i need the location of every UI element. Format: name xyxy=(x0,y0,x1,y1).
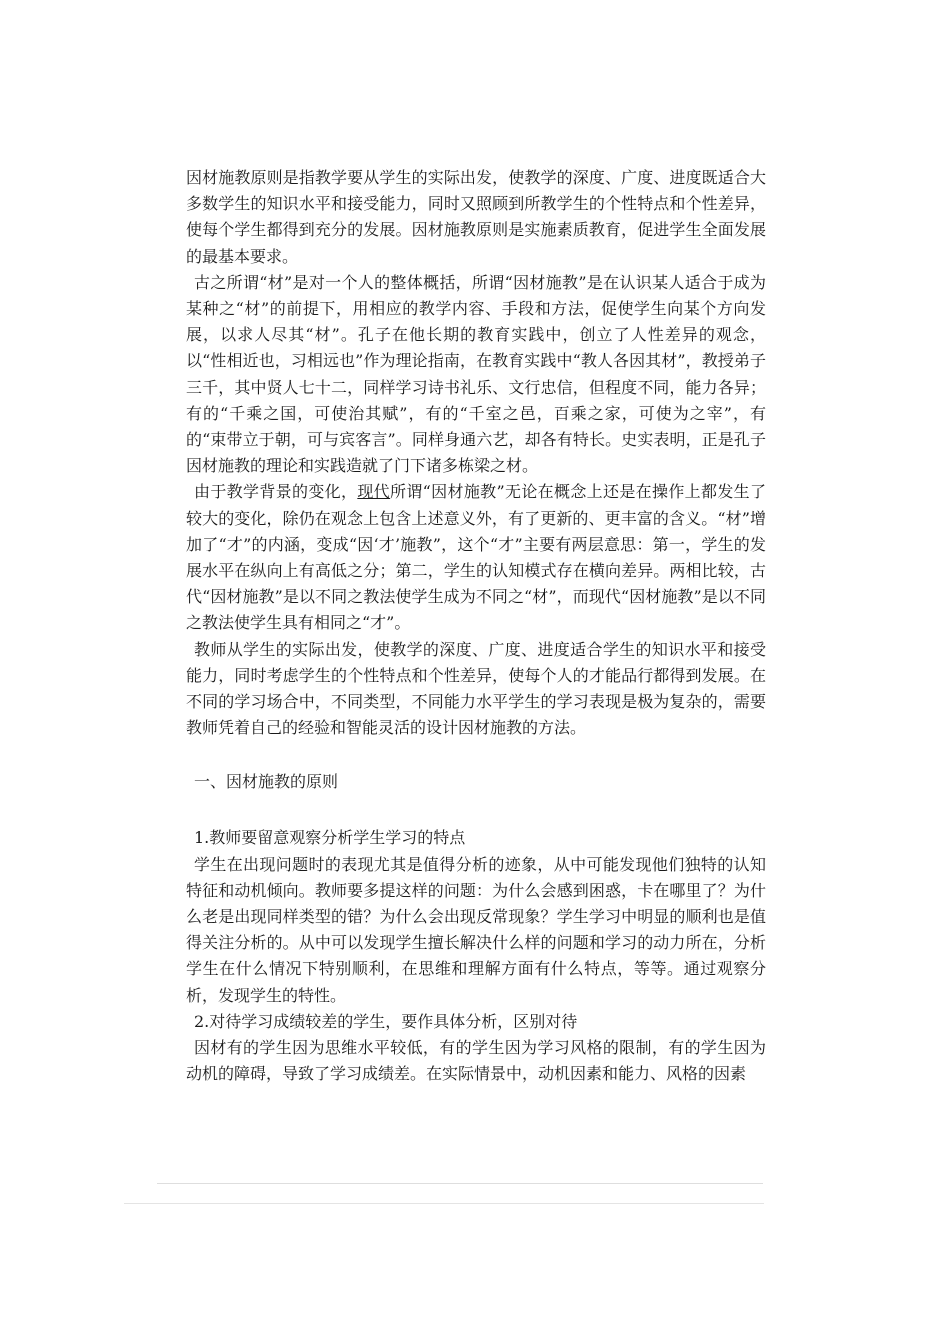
page-divider-line-lower xyxy=(124,1203,764,1204)
point-2-body: 因材有的学生因为思维水平较低，有的学生因为学习风格的限制，有的学生因为动机的障碍，导致了学习成绩差。在实际情景中，动机因素和能力、风格的因素 xyxy=(186,1038,766,1084)
intro-paragraph: 因材施教原则是指教学要从学生的实际出发，使教学的深度、广度、进度既适合大多数学生的知识水平和接受能力，同时又照顾到所教学生的个性特点和个性差异，使每个学生都得到充分的发展。因材施教原则是实施素质教育，促进学生全面发展的最基本要求。 xyxy=(186,168,766,266)
section-heading: 一、因材施教的原则 xyxy=(194,772,339,792)
modern-text-after-link: 所谓“因材施教”无论在概念上还是在操作上都发生了较大的变化，除仍在观念上包含上述意义外，有了更新的、更丰富的含义。“材”增加了“才”的内涵，变成“因‘才’施教”，这个“才”主要有两层意思：第一，学生的发展水平在纵向上有高低之分；第二，学生的认知模式存在横向差异。两相比较，古代“因材施教”是以不同之教法使学生成为不同之“材”，而现代“因材施教”是以不同之教法使学生具有相同之“才”。 xyxy=(186,482,766,633)
spacer xyxy=(186,741,766,769)
modern-text-before-link: 由于教学背景的变化， xyxy=(194,482,358,502)
point-1-body: 学生在出现问题时的表现尤其是值得分析的迹象，从中可能发现他们独特的认知特征和动机倾向。教师要多提这样的问题：为什么会感到困惑，卡在哪里了？为什么老是出现同样类型的错？为什么会出现反常现象？学生学习中明显的顺利也是值得关注分析的。从中可以发现学生擅长解决什么样的问题和学习的动力所在，分析学生在什么情况下特别顺利，在思维和理解方面有什么特点，等等。通过观察分析，发现学生的特性。 xyxy=(186,854,766,1005)
point-1-title: 1.教师要留意观察分析学生学习的特点 xyxy=(194,828,466,848)
page-divider-line xyxy=(157,1183,763,1184)
modern-meaning-paragraph xyxy=(186,479,766,636)
spacer xyxy=(186,795,766,825)
ancient-meaning-paragraph: 古之所谓“材”是对一个人的整体概括，所谓“因材施教”是在认识某人适合于成为某种之“材”的前提下，用相应的教学内容、手段和方法，促使学生向某个方向发展，以求人尽其“材”。孔子在他长期的教育实践中，创立了人性差异的观念，以“性相近也，习相远也”作为理论指南，在教育实践中“教人各因其材”，教授弟子三千，其中贤人七十二，同样学习诗书礼乐、文行忠信，但程度不同，能力各异；有的“千乘之国，可使治其赋”，有的“千室之邑，百乘之家，可使为之宰”，有的“束带立于朝，可与宾客言”。同样身通六艺，却各有特长。史实表明，正是孔子因材施教的理论和实践造就了门下诸多栋梁之材。 xyxy=(186,272,766,476)
document-page xyxy=(186,165,766,1088)
point-2-title: 2.对待学习成绩较差的学生，要作具体分析，区别对待 xyxy=(194,1011,578,1031)
teacher-paragraph: 教师从学生的实际出发，使教学的深度、广度、进度适合学生的知识水平和接受能力，同时考虑学生的个性特点和个性差异，使每个人的才能品行都得到发展。在不同的学习场合中，不同类型，不同能力水平学生的学习表现是极为复杂的，需要教师凭着自己的经验和智能灵活的设计因材施教的方法。 xyxy=(186,639,766,738)
modern-link[interactable]: 现代 xyxy=(357,482,390,502)
